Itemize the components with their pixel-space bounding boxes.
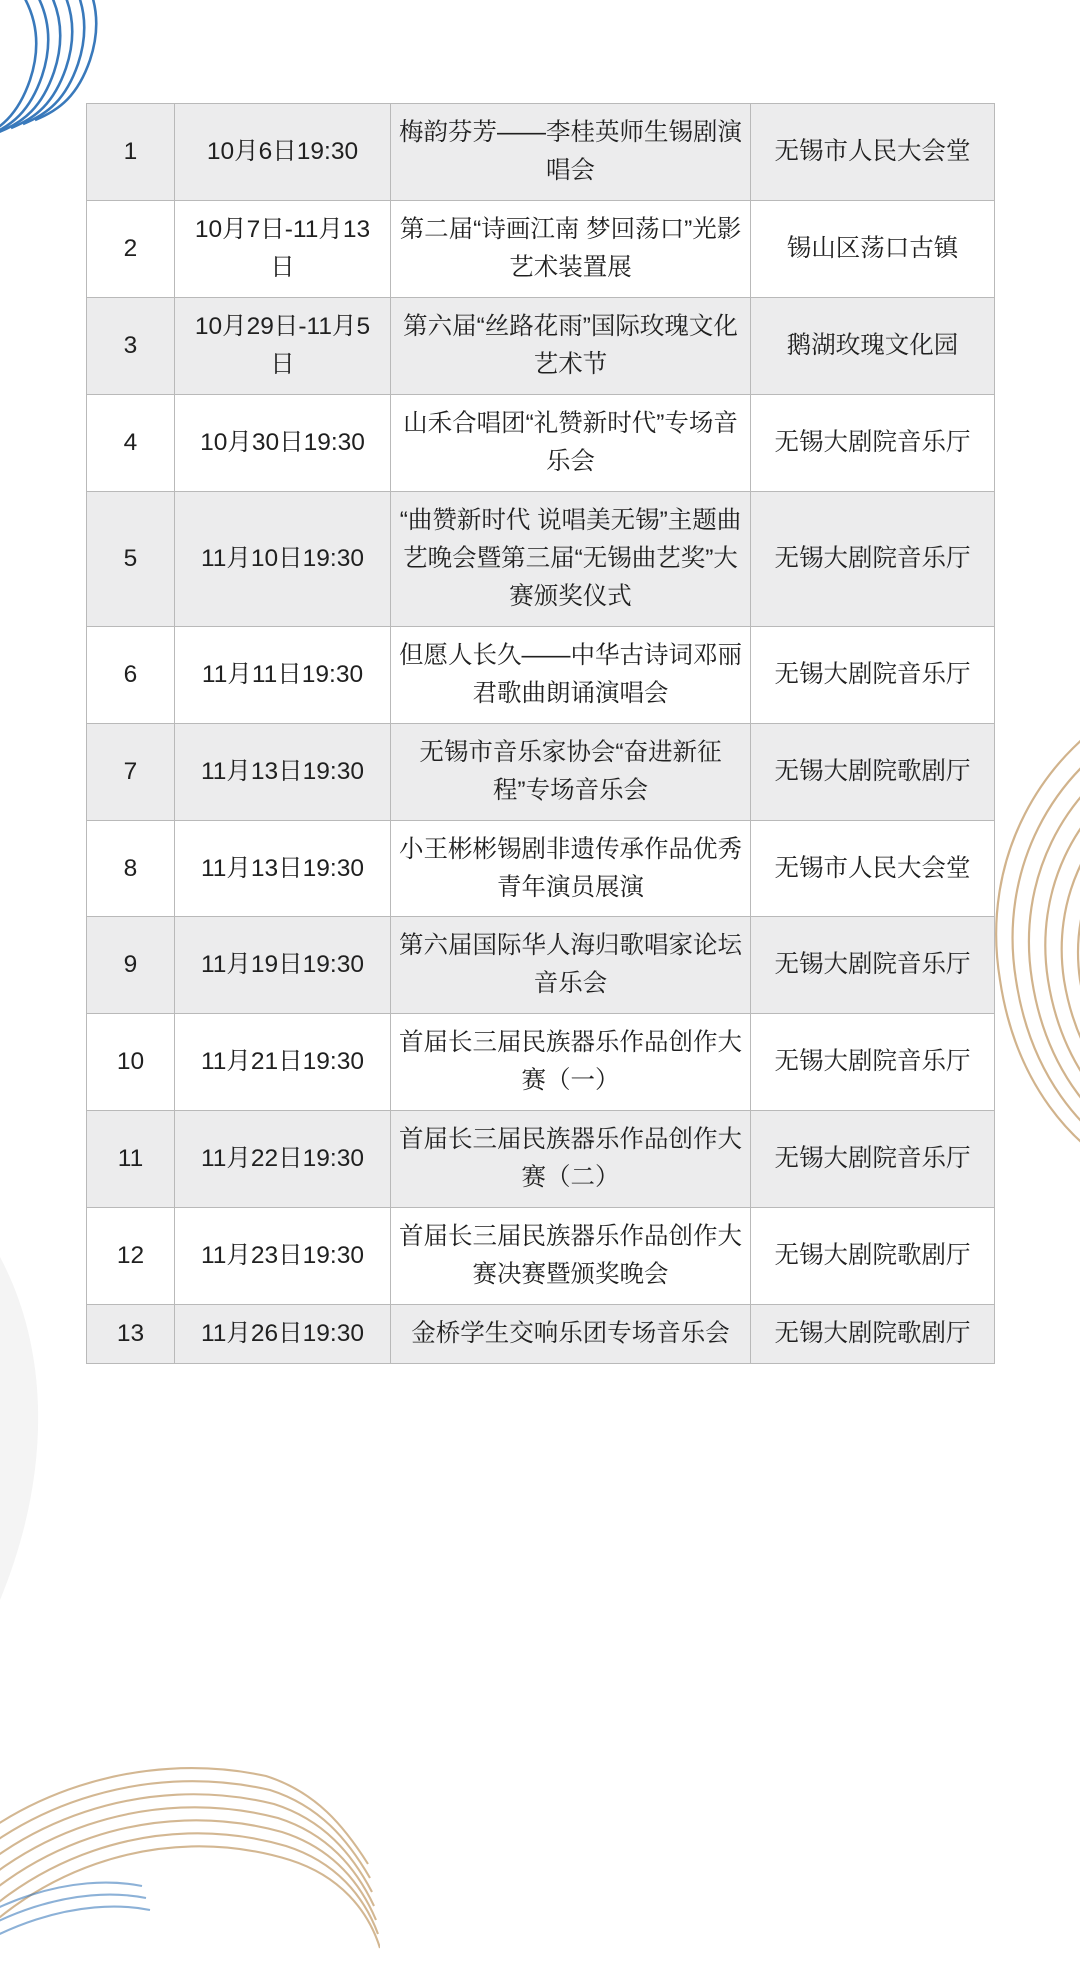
row-venue: 无锡市人民大会堂 — [751, 820, 995, 917]
row-title: 第六届“丝路花雨”国际玫瑰文化艺术节 — [391, 297, 751, 394]
row-title: 但愿人长久——中华古诗词邓丽君歌曲朗诵演唱会 — [391, 626, 751, 723]
row-date: 11月19日19:30 — [175, 917, 391, 1014]
schedule-table — [86, 103, 995, 1364]
row-venue: 无锡大剧院音乐厅 — [751, 1014, 995, 1111]
row-title: 山禾合唱团“礼赞新时代”专场音乐会 — [391, 394, 751, 491]
row-date: 10月6日19:30 — [175, 104, 391, 201]
row-date: 10月30日19:30 — [175, 394, 391, 491]
table-row — [87, 297, 995, 394]
table-row — [87, 723, 995, 820]
row-title: 小王彬彬锡剧非遗传承作品优秀青年演员展演 — [391, 820, 751, 917]
row-index: 6 — [87, 626, 175, 723]
row-date: 11月10日19:30 — [175, 491, 391, 626]
table-row — [87, 917, 995, 1014]
row-index: 11 — [87, 1111, 175, 1208]
row-title: 梅韵芬芳——李桂英师生锡剧演唱会 — [391, 104, 751, 201]
row-venue: 无锡大剧院音乐厅 — [751, 394, 995, 491]
table-row — [87, 626, 995, 723]
row-index: 1 — [87, 104, 175, 201]
table-row — [87, 394, 995, 491]
row-venue: 无锡大剧院歌剧厅 — [751, 723, 995, 820]
row-title: 无锡市音乐家协会“奋进新征程”专场音乐会 — [391, 723, 751, 820]
row-title: 首届长三届民族器乐作品创作大赛（一） — [391, 1014, 751, 1111]
row-venue: 无锡大剧院音乐厅 — [751, 917, 995, 1014]
row-date: 11月22日19:30 — [175, 1111, 391, 1208]
row-date: 10月29日-11月5日 — [175, 297, 391, 394]
row-venue: 无锡市人民大会堂 — [751, 104, 995, 201]
row-venue: 无锡大剧院音乐厅 — [751, 1111, 995, 1208]
row-index: 10 — [87, 1014, 175, 1111]
row-index: 12 — [87, 1208, 175, 1305]
table-row — [87, 200, 995, 297]
table-row — [87, 820, 995, 917]
schedule-table-container — [86, 103, 994, 1364]
table-row — [87, 1208, 995, 1305]
row-index: 9 — [87, 917, 175, 1014]
row-venue: 锡山区荡口古镇 — [751, 200, 995, 297]
row-index: 5 — [87, 491, 175, 626]
row-index: 8 — [87, 820, 175, 917]
row-title: 首届长三届民族器乐作品创作大赛决赛暨颁奖晚会 — [391, 1208, 751, 1305]
row-date: 11月23日19:30 — [175, 1208, 391, 1305]
row-date: 11月13日19:30 — [175, 723, 391, 820]
table-row — [87, 104, 995, 201]
row-title: 首届长三届民族器乐作品创作大赛（二） — [391, 1111, 751, 1208]
row-date: 11月13日19:30 — [175, 820, 391, 917]
row-index: 13 — [87, 1305, 175, 1364]
row-venue: 无锡大剧院歌剧厅 — [751, 1208, 995, 1305]
row-index: 3 — [87, 297, 175, 394]
decorative-rings-bottom-left — [0, 1680, 380, 1980]
row-date: 11月21日19:30 — [175, 1014, 391, 1111]
table-row — [87, 491, 995, 626]
row-title: 第二届“诗画江南 梦回荡口”光影艺术装置展 — [391, 200, 751, 297]
row-venue: 无锡大剧院音乐厅 — [751, 626, 995, 723]
row-index: 4 — [87, 394, 175, 491]
row-venue: 无锡大剧院音乐厅 — [751, 491, 995, 626]
table-row — [87, 1305, 995, 1364]
row-date: 11月11日19:30 — [175, 626, 391, 723]
row-venue: 无锡大剧院歌剧厅 — [751, 1305, 995, 1364]
row-title: 第六届国际华人海归歌唱家论坛音乐会 — [391, 917, 751, 1014]
table-row — [87, 1014, 995, 1111]
row-index: 7 — [87, 723, 175, 820]
row-date: 11月26日19:30 — [175, 1305, 391, 1364]
row-date: 10月7日-11月13日 — [175, 200, 391, 297]
row-venue: 鹅湖玫瑰文化园 — [751, 297, 995, 394]
row-title: 金桥学生交响乐团专场音乐会 — [391, 1305, 751, 1364]
row-title: “曲赞新时代 说唱美无锡”主题曲艺晚会暨第三届“无锡曲艺奖”大赛颁奖仪式 — [391, 491, 751, 626]
row-index: 2 — [87, 200, 175, 297]
table-row — [87, 1111, 995, 1208]
